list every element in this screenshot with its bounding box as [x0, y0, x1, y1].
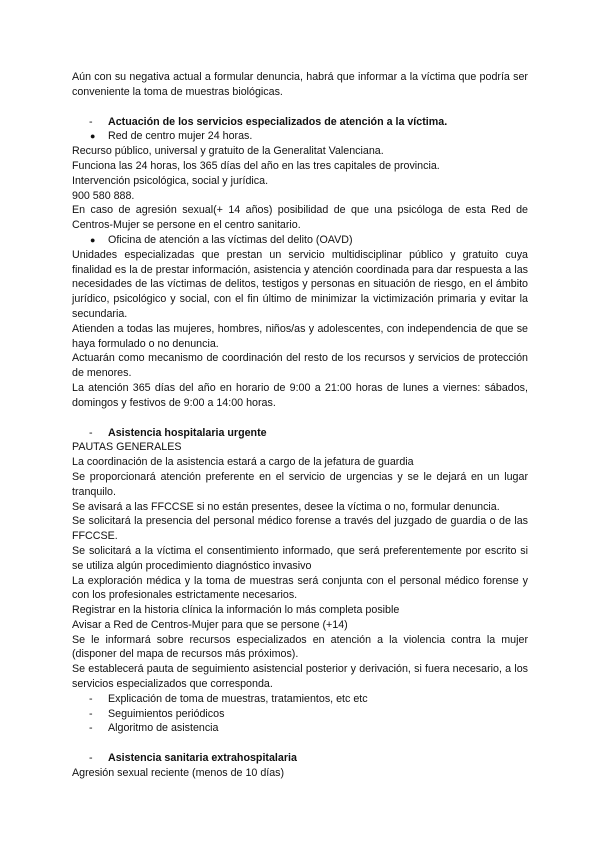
paragraph: Recurso público, universal y gratuito de la Generalitat Valenciana.: [72, 145, 384, 158]
paragraph: Se avisará a las FFCCSE si no están presentes, desee la víctima o no, formular denuncia.: [72, 500, 500, 513]
paragraph: Atienden a todas las mujeres, hombres, niños/as y adolescentes, con independencia de que se haya formulado o no denuncia.: [72, 322, 528, 350]
dash-marker: -: [89, 752, 93, 765]
paragraph: Actuarán como mecanismo de coordinación del resto de los recursos y servicios de protección de menores.: [72, 352, 528, 380]
paragraph: Se proporcionará atención preferente en el servicio de urgencias y se le dejará en un lugar tranquilo.: [72, 470, 528, 498]
bullet-dot-icon: ●: [90, 234, 96, 245]
paragraph: Funciona las 24 horas, los 365 días del año en las tres capitales de provincia.: [72, 159, 440, 172]
paragraph: Se solicitará a la víctima el consentimiento informado, que será preferentemente por escrito si se utiliza algún procedimiento diagnóstico invasivo: [72, 544, 528, 572]
bullet-dot-icon: ●: [90, 131, 96, 142]
subheading-pautas: PAUTAS GENERALES: [72, 441, 182, 454]
paragraph: La atención 365 días del año en horario de 9:00 a 21:00 horas de lunes a viernes: sábados, domingos y festivos de 9:00 a 14:00 horas.: [72, 381, 528, 409]
document-page: [72, 70, 528, 781]
dash-marker: -: [89, 426, 93, 439]
list-item: - Algoritmo de asistencia: [89, 722, 219, 735]
paragraph: Intervención psicológica, social y jurídica.: [72, 174, 269, 187]
paragraph: Unidades especializadas que prestan un servicio multidisciplinar público y gratuito cuya finalidad es la de prestar información, asistencia y atención coordinada para dar respuesta a las necesidades de las víctimas de delitos, testigos y personas en situación de riesgo, en el ámbito jurídico, psicológico y social, con el fin último de minimizar la victimización primaria y evitar la secundaria.: [72, 248, 528, 320]
paragraph: Se establecerá pauta de seguimiento asistencial posterior y derivación, si fuera necesario, a los servicios especializados que corresponda.: [72, 663, 528, 691]
section-heading-hospitalaria: - Asistencia hospitalaria urgente: [89, 426, 267, 439]
paragraph: Se solicitará la presencia del personal médico forense a través del juzgado de guardia o de las FFCCSE.: [72, 515, 528, 543]
bullet-red-centro-mujer: ● Red de centro mujer 24 horas.: [90, 130, 253, 143]
paragraph: Registrar en la historia clínica la información lo más completa posible: [72, 604, 400, 617]
dash-marker: -: [89, 115, 93, 128]
paragraph: Avisar a Red de Centros-Mujer para que se persone (+14): [72, 618, 348, 631]
dash-marker: -: [89, 692, 93, 705]
paragraph: Se le informará sobre recursos especializados en atención a la violencia contra la mujer (disponer del mapa de recursos más próximos).: [72, 633, 528, 661]
list-item: - Explicación de toma de muestras, tratamientos, etc etc: [89, 692, 368, 705]
dash-marker: -: [89, 707, 93, 720]
bullet-oavd: ● Oficina de atención a las víctimas del delito (OAVD): [90, 233, 353, 246]
section-heading-extrahospitalaria: - Asistencia sanitaria extrahospitalaria: [89, 752, 297, 765]
section-heading-servicios: - Actuación de los servicios especializados de atención a la víctima.: [89, 115, 448, 128]
phone-number: 900 580 888.: [72, 189, 135, 202]
paragraph: Agresión sexual reciente (menos de 10 días): [72, 767, 285, 780]
intro-paragraph: Aún con su negativa actual a formular denuncia, habrá que informar a la víctima que podría ser conveniente la toma de muestras biológicas.: [72, 71, 528, 98]
paragraph: La coordinación de la asistencia estará a cargo de la jefatura de guardia: [72, 456, 414, 469]
paragraph: La exploración médica y la toma de muestras será conjunta con el personal médico forense y con los profesionales estrictamente necesarios.: [72, 574, 528, 602]
dash-marker: -: [89, 722, 93, 735]
list-item: - Seguimientos periódicos: [89, 707, 225, 720]
paragraph: En caso de agresión sexual(+ 14 años) posibilidad de que una psicóloga de esta Red de Centros-Mujer se persone en el centro sanitario.: [72, 204, 528, 232]
